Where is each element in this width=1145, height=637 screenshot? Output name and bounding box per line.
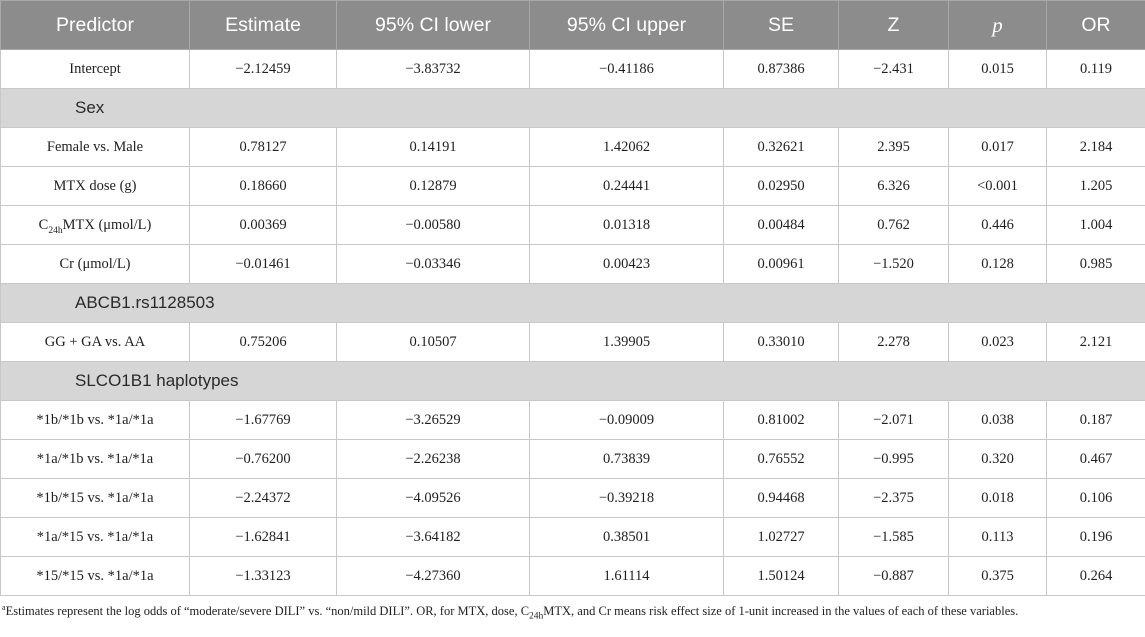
- cell-ci-upper: −0.39218: [530, 479, 724, 518]
- group-label-abcb1: ABCB1.rs1128503: [1, 284, 1145, 323]
- cell-estimate: 0.75206: [190, 323, 337, 362]
- col-header-predictor: Predictor: [1, 1, 190, 50]
- group-label-slco1b1: SLCO1B1 haplotypes: [1, 362, 1145, 401]
- cell-z: −1.585: [839, 518, 949, 557]
- cell-z: −0.995: [839, 440, 949, 479]
- cell-p: 0.023: [949, 323, 1047, 362]
- col-header-z: Z: [839, 1, 949, 50]
- cell-or: 2.121: [1047, 323, 1145, 362]
- table-row-gg-ga: [1, 323, 1145, 362]
- cell-predictor: *1a/*15 vs. *1a/*1a: [1, 518, 190, 557]
- footnote-subscript: 24h: [529, 611, 544, 622]
- cell-ci-lower: −0.00580: [337, 206, 530, 245]
- cell-or: 0.187: [1047, 401, 1145, 440]
- cell-or: 2.184: [1047, 128, 1145, 167]
- cell-z: −1.520: [839, 245, 949, 284]
- cell-ci-upper: −0.09009: [530, 401, 724, 440]
- cell-z: 2.395: [839, 128, 949, 167]
- footnote-text-part2: MTX, and Cr means risk effect size of 1-unit increased in the values of each of these variables.: [543, 604, 1019, 618]
- cell-estimate: −2.12459: [190, 50, 337, 89]
- cell-ci-lower: −0.03346: [337, 245, 530, 284]
- cell-z: 2.278: [839, 323, 949, 362]
- cell-se: 1.50124: [724, 557, 839, 596]
- cell-estimate: −0.76200: [190, 440, 337, 479]
- cell-predictor: Intercept: [1, 50, 190, 89]
- table-row-slco-3: [1, 479, 1145, 518]
- cell-ci-upper: 0.00423: [530, 245, 724, 284]
- table-row-mtx-dose: [1, 167, 1145, 206]
- cell-predictor: *1b/*1b vs. *1a/*1a: [1, 401, 190, 440]
- cell-estimate: 0.18660: [190, 167, 337, 206]
- cell-or: 1.004: [1047, 206, 1145, 245]
- cell-or: 0.119: [1047, 50, 1145, 89]
- cell-se: 0.00484: [724, 206, 839, 245]
- cell-ci-lower: −2.26238: [337, 440, 530, 479]
- cell-predictor: *15/*15 vs. *1a/*1a: [1, 557, 190, 596]
- col-header-ci-lower: 95% CI lower: [337, 1, 530, 50]
- cell-se: 0.94468: [724, 479, 839, 518]
- col-header-ci-upper: 95% CI upper: [530, 1, 724, 50]
- cell-ci-upper: 0.24441: [530, 167, 724, 206]
- label-prefix: C: [38, 216, 49, 233]
- cell-p: 0.038: [949, 401, 1047, 440]
- cell-or: 0.106: [1047, 479, 1145, 518]
- cell-p: 0.017: [949, 128, 1047, 167]
- cell-ci-lower: −3.26529: [337, 401, 530, 440]
- cell-ci-lower: 0.14191: [337, 128, 530, 167]
- col-header-p: p: [949, 1, 1047, 50]
- cell-p: 0.446: [949, 206, 1047, 245]
- cell-ci-lower: −4.27360: [337, 557, 530, 596]
- cell-z: 0.762: [839, 206, 949, 245]
- cell-estimate: 0.78127: [190, 128, 337, 167]
- group-label-sex: Sex: [1, 89, 1145, 128]
- col-header-estimate: Estimate: [190, 1, 337, 50]
- cell-z: −2.071: [839, 401, 949, 440]
- cell-p: 0.018: [949, 479, 1047, 518]
- cell-p: 0.113: [949, 518, 1047, 557]
- cell-p: 0.128: [949, 245, 1047, 284]
- cell-estimate: −1.62841: [190, 518, 337, 557]
- cell-se: 0.76552: [724, 440, 839, 479]
- cell-or: 0.985: [1047, 245, 1145, 284]
- cell-ci-lower: −3.83732: [337, 50, 530, 89]
- cell-se: 0.00961: [724, 245, 839, 284]
- table-row-slco-2: [1, 440, 1145, 479]
- header-row: [1, 1, 1145, 50]
- cell-estimate: −0.01461: [190, 245, 337, 284]
- cell-estimate: −2.24372: [190, 479, 337, 518]
- group-row-abcb1: [1, 284, 1145, 323]
- table-row-female: [1, 128, 1145, 167]
- cell-predictor: [1, 206, 190, 245]
- cell-ci-upper: 0.73839: [530, 440, 724, 479]
- group-row-slco1b1: [1, 362, 1145, 401]
- cell-or: 1.205: [1047, 167, 1145, 206]
- cell-z: −0.887: [839, 557, 949, 596]
- cell-predictor: GG + GA vs. AA: [1, 323, 190, 362]
- cell-or: 0.467: [1047, 440, 1145, 479]
- table-row-slco-4: [1, 518, 1145, 557]
- cell-ci-lower: −4.09526: [337, 479, 530, 518]
- cell-predictor: *1a/*1b vs. *1a/*1a: [1, 440, 190, 479]
- cell-p: 0.375: [949, 557, 1047, 596]
- label-suffix: MTX (μmol/L): [62, 216, 152, 233]
- cell-ci-lower: −3.64182: [337, 518, 530, 557]
- cell-estimate: −1.33123: [190, 557, 337, 596]
- cell-predictor: Female vs. Male: [1, 128, 190, 167]
- label-subscript: 24h: [48, 225, 63, 236]
- cell-z: −2.431: [839, 50, 949, 89]
- cell-predictor: Cr (μmol/L): [1, 245, 190, 284]
- table-row-cr: [1, 245, 1145, 284]
- table-footnote: [2, 603, 1142, 620]
- cell-ci-upper: 0.38501: [530, 518, 724, 557]
- table-row-slco-5: [1, 557, 1145, 596]
- cell-z: 6.326: [839, 167, 949, 206]
- cell-ci-upper: 0.01318: [530, 206, 724, 245]
- cell-or: 0.264: [1047, 557, 1145, 596]
- table-row-intercept: [1, 50, 1145, 89]
- cell-se: 0.87386: [724, 50, 839, 89]
- cell-estimate: 0.00369: [190, 206, 337, 245]
- col-header-or: OR: [1047, 1, 1145, 50]
- cell-predictor: MTX dose (g): [1, 167, 190, 206]
- footnote-marker: a: [2, 602, 6, 612]
- cell-se: 1.02727: [724, 518, 839, 557]
- footnote-text-part1: Estimates represent the log odds of “moderate/severe DILI” vs. “non/mild DILI”. OR, for MTX, dose, C: [5, 604, 530, 618]
- cell-ci-lower: 0.12879: [337, 167, 530, 206]
- cell-p: 0.015: [949, 50, 1047, 89]
- table-row-slco-1: [1, 401, 1145, 440]
- cell-se: 0.02950: [724, 167, 839, 206]
- cell-predictor: *1b/*15 vs. *1a/*1a: [1, 479, 190, 518]
- cell-ci-lower: 0.10507: [337, 323, 530, 362]
- cell-se: 0.81002: [724, 401, 839, 440]
- cell-z: −2.375: [839, 479, 949, 518]
- cell-ci-upper: 1.61114: [530, 557, 724, 596]
- col-header-se: SE: [724, 1, 839, 50]
- cell-ci-upper: 1.39905: [530, 323, 724, 362]
- cell-estimate: −1.67769: [190, 401, 337, 440]
- cell-ci-upper: 1.42062: [530, 128, 724, 167]
- cell-p: <0.001: [949, 167, 1047, 206]
- cell-or: 0.196: [1047, 518, 1145, 557]
- group-row-sex: [1, 89, 1145, 128]
- cell-p: 0.320: [949, 440, 1047, 479]
- cell-se: 0.32621: [724, 128, 839, 167]
- table-row-c24h-mtx: [1, 206, 1145, 245]
- cell-ci-upper: −0.41186: [530, 50, 724, 89]
- cell-se: 0.33010: [724, 323, 839, 362]
